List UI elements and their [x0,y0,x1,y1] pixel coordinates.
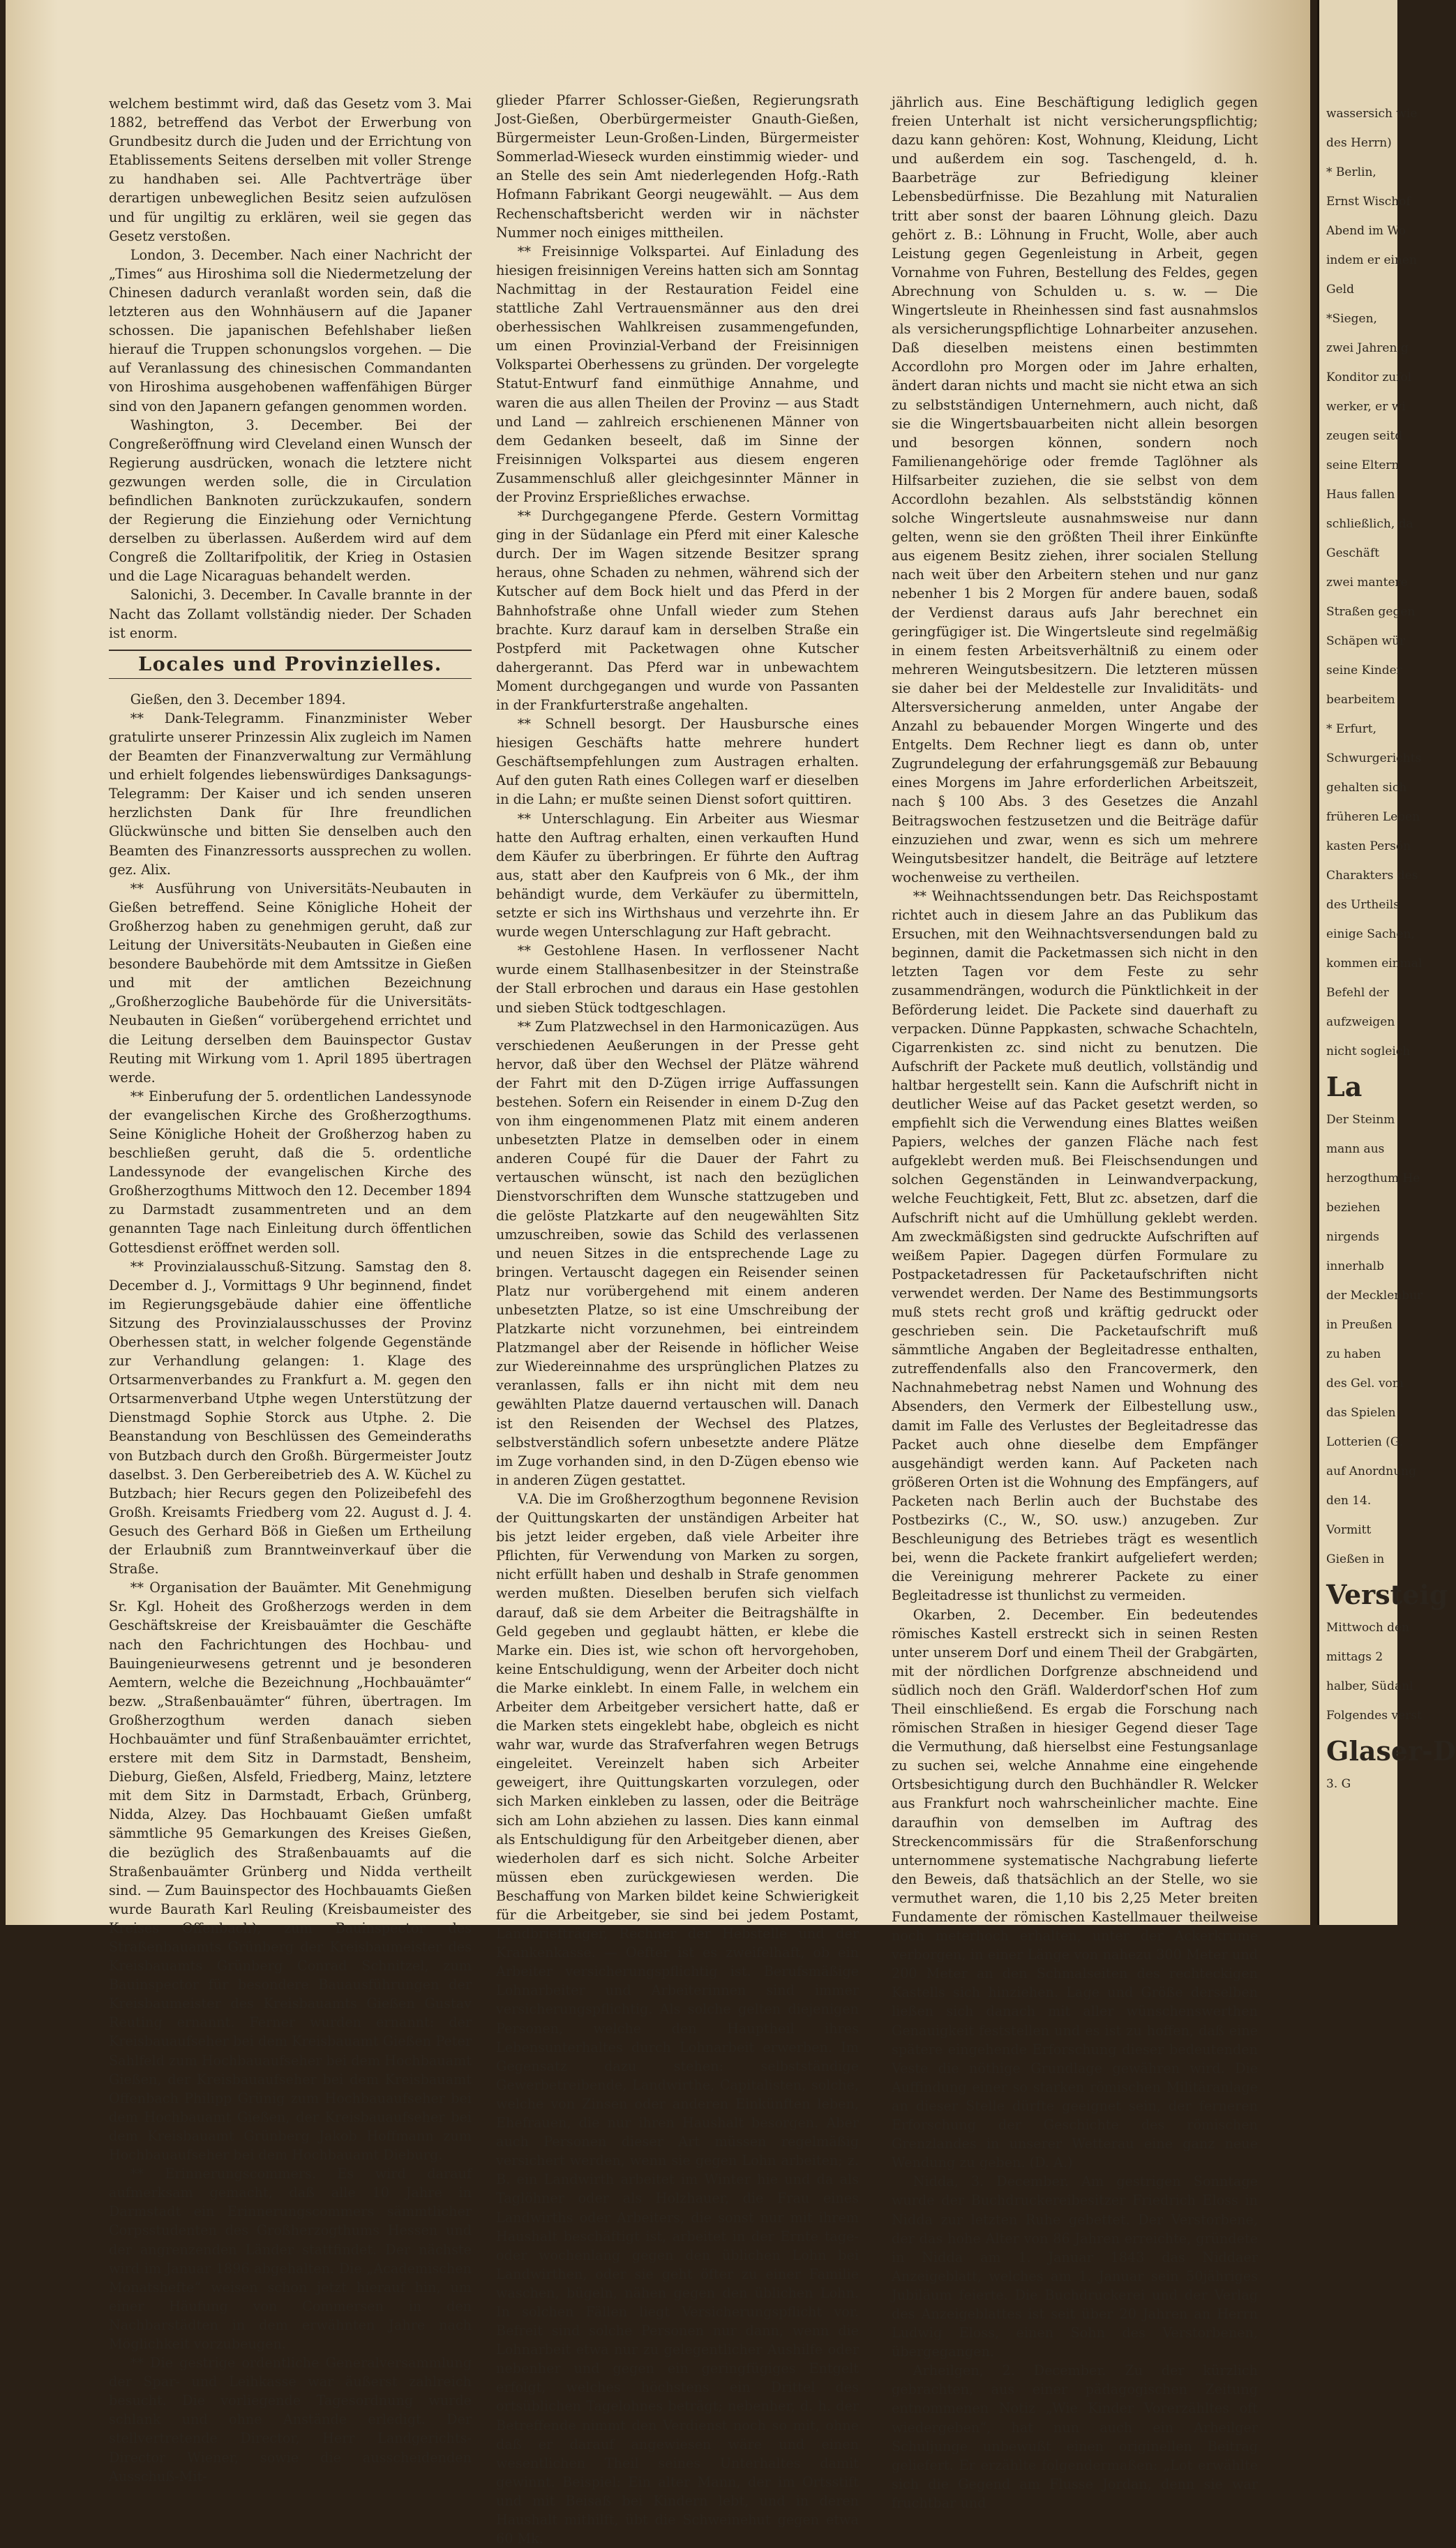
adjacent-page-line: Lotterien (G. [1326,1435,1404,1449]
adjacent-page-line: Geschäft [1326,546,1380,560]
adjacent-page-line: kasten Persön [1326,839,1411,853]
adjacent-page-line: Der Steinm [1326,1113,1395,1127]
adjacent-page-line: einige Sachen, [1326,927,1415,941]
adjacent-page-line: beziehen [1326,1201,1381,1215]
local-generalversammlung: ** Die gestrige ordentliche Generalversammlung der Spar- und Leihkasse war äußerst zahlreich besucht. Die vorliegende Tagesordnung wurde schlank und ohne Anstände erledigt. Der stellvertretende Director, Herr Landgerichts-Director Wiener, sowie die ausscheidenden Ausschuß-Mit- [109,2355,472,2485]
adjacent-page-line: auf Anordnung [1326,1464,1416,1478]
adjacent-page-line: Abend im Wo [1326,224,1406,238]
adjacent-page-line: innerhalb [1326,1259,1384,1273]
adjacent-page-line: den 14. [1326,1494,1372,1508]
news-london: London, 3. December. Nach einer Nachricht der „Times“ aus Hiroshima soll die Niedermetzelung der Chinesen dadurch veranlaßt worden sein, daß die letzteren aus den Wohnhäusern auf die Japaner schossen. Die japanischen Befehlshaber ließen hierauf die Truppen schonungslos vorgehen. — Die auf Veranlassung des chinesischen Commandanten von Hiroshima ausgehobenen waffenfähigen Bürger sind von den Japanern gefangen genommen worden. [109,246,472,414]
local-dank-telegramm: ** Dank-Telegramm. Finanzminister Weber gratulirte unserer Prinzessin Alix zugleich im Namen der Beamten der Finanzverwaltung zur Vermählung und erhielt folgendes liebenswürdiges Danksagungs-Telegramm: Der Kaiser und ich senden unseren herzlichsten Dank für Ihre freundlichen Glückwünsche und bitten Sie denselben auch den Beamten des Finanzressorts aussprechen zu wollen. gez. Alix. [109,710,472,878]
local-unterschlagung: ** Unterschlagung. Ein Arbeiter aus Wiesmar hatte den Auftrag erhalten, einen verkauften Hund dem Käufer zu überbringen. Er führte den Auftrag aus, statt aber den Kaufpreis von 6 Mk., der ihm behändigt wurde, dem Verkäufer zu übermitteln, setzte er sich ins Wirthshaus und verzehrte ihn. Er wurde wegen Unterschlagung zur Haft gebracht. [496,810,859,940]
adjacent-page-line: Vormitt [1326,1523,1372,1537]
adjacent-page-line: * Erfurt, [1326,722,1377,736]
adjacent-page-line: schließlich, da [1326,517,1413,531]
column-1 [109,94,472,2486]
adjacent-page-line: gehalten sich [1326,781,1407,795]
generalversammlung-continuation: glieder Pfarrer Schlosser-Gießen, Regierungsrath Jost-Gießen, Oberbürgermeister Gnauth-Gießen, Bürgermeister Leun-Großen-Linden, Bürgermeister Sommerlad-Wieseck wurden einstimmig wieder- und an Stelle des sein Amt niederlegenden Hofg.-Rath Hofmann Fabrikant Georgi neugewählt. — Aus dem Rechenschaftsbericht werden wir in nächster Nummer noch einiges mittheilen. [496,92,859,241]
adjacent-page-line: zeugen seitd [1326,429,1403,443]
adjacent-page-line: Geld [1326,283,1354,297]
quittungskarten-continuation: jährlich aus. Eine Beschäftigung lediglich gegen freien Unterhalt ist nicht versicherungspflichtig; dazu kann gehören: Kost, Wohnung, Kleidung, Licht und außerdem ein sog. Taschengeld, d. h. Baarbeträge zur Befriedigung kleiner Lebensbedürfnisse. Die Bezahlung mit Naturalien tritt aber sonst der baaren Löhnung gleich. Dazu gehört z. B.: Löhnung in Frucht, Wolle, aber auch Leistung gegen Gegenleistung in Arbeit, gegen Vornahme von Fuhren, Bestellung des Feldes, gegen Abrechnung von Schulden u. s. w. — Die Wingertsleute in Rheinhessen sind fast ausnahmslos als versicherungspflichtige Lohnarbeiter anzusehen. Daß dieselben meistens einen bestimmten Accordlohn pro Morgen oder im Jahre erhalten, ändert daran nichts und macht sie nicht etwa an sich zu selbstständigen Unternehmern, auch nicht, daß sie die Wingertsbauarbeiten nicht allein besorgen und besorgen können, sondern noch Familienangehörige oder fremde Taglöhner als Hilfsarbeiter zuziehen, die sie selbst von dem Accordlohn bezahlen. Als selbstständig können solche Wingertsleute ausnahmsweise nur dann gelten, wenn sie den größten Theil ihrer Einkünfte aus eigenem Besitz ziehen, ihrer socialen Stellung nach weit über den Arbeitern stehen und nur ganz nebenher 1 bis 2 Morgen für andere bauen, sodaß der Verdienst daraus aufs Jahr berechnet ein geringfügiger ist. Die Wingertsleute sind regelmäßig in einem festen Arbeitsverhältniß zu einem oder mehreren Weingutsbesitzern. Die letzteren müssen sie daher bei der Meldestelle zur Invaliditäts- und Altersversicherung anmelden, unter Angabe der Anzahl zu bebauender Morgen Wingerte und des Entgelts. Dem Rechner liegt es dann ob, unter Zugrundelegung der erfahrungsgemäß zur Bebauung eines Morgens im Jahre erforderlichen Arbeitszeit, nach § 100 Abs. 3 des Gesetzes die Anzahl Beitragswochen festzusetzen und die Beiträge dafür einzuziehen und zwar, wenn es sich um mehrere Weingutsbesitzer handelt, die Beiträge auf letztere wochenweise zu vertheilen. [892,94,1258,885]
local-platzwechsel: ** Zum Platzwechsel in den Harmonicazügen. Aus verschiedenen Aeußerungen in der Presse geht hervor, daß über den Wechsel der Plätze während der Fahrt mit den D-Zügen irrige Auffassungen bestehen. Sofern ein Reisender in einem D-Zug den von ihm eingenommenen Platz mit einem anderen unbesetzten Platze in demselben oder in einem anderen Coupé für die Dauer der Fahrt zu vertauschen wünscht, ist nach den bezüglichen Dienstvorschriften dem Wunsche stattzugeben und die gelöste Platzkarte auf den neugewählten Sitz umzuschreiben, sowie das Schild des verlassenen und neuen Sitzes in die entsprechende Lage zu bringen. Vertauscht dagegen ein Reisender seinen Platz nur vorübergehend mit einem anderen unbesetzten Platze, so ist eine Umschreibung der Platzkarte nicht vorzunehmen, bei eintreindem Platzmangel aber der Reisende in höflicher Weise zur Wiedereinnahme des ursprünglichen Platzes zu veranlassen, falls er ihn nicht mit dem neu gewählten Platze dauernd vertauschen will. Danach ist den Reisenden der Wechsel des Platzes, selbstverständlich sofern unbesetzte andere Plätze im Zuge vorhanden sind, in den D-Zügen ebenso wie in anderen Zügen gestattet. [496,1018,859,1488]
newspaper-page [6,0,1310,2547]
local-durchgegangene-pferde: ** Durchgegangene Pferde. Gestern Vormittag ging in der Südanlage ein Pferd mit einer Kalesche durch. Der im Wagen sitzende Besitzer sprang heraus, ohne Schaden zu nehmen, während sich der Kutscher auf dem Bock hielt und das Pferd in der Bahnhofstraße ohne Unfall wieder zum Stehen brachte. Kurz darauf kam in derselben Straße ein Postpferd mit Packetwagen ohne Kutscher dahergerannt. Das Pferd war in unbewachtem Moment durchgegangen und wurde von Passanten in der Frankfurterstraße angehalten. [496,508,859,713]
adjacent-page-line: des Urtheils [1326,898,1399,912]
adjacent-page-line: bearbeitem [1326,693,1395,707]
adjacent-page-line: indem er einen [1326,253,1417,267]
local-quittungskarten: V.A. Die im Großherzogthum begonnene Revision der Quittungskarten der unständigen Arbeiter hat bis jetzt leider ergeben, daß viele Arbeiter ihre Pflichten, für Verwendung von Marken zu sorgen, nicht erfüllt haben und deshalb in Strafe genommen werden mußten. Dieselben berufen sich vielfach darauf, daß sie dem Arbeiter die Beitragshälfte in Geld gegeben und geglaubt hätten, er klebe die Marke ein. Dies ist, wie schon oft hervorgehoben, keine Entschuldigung, wenn der Arbeiter doch nicht die Marke einklebt. In einem Falle, in welchem ein Arbeiter dem Arbeitgeber versichert hatte, daß er die Marken stets eingeklebt habe, obgleich es nicht wahr war, wurde das Strafverfahren wegen Betrugs eingeleitet. Vereinzelt haben sich Arbeiter geweigert, ihre Quittungskarten vorzulegen, oder sich Marken einkleben zu lassen, oder die Beiträge sich am Lohn abziehen zu lassen. Dies kann einmal als Entschuldigung für den Arbeitgeber dienen, aber wiederholen darf es sich nicht. Solche Arbeiter müssen eben zurückgewiesen werden. Die Beschaffung von Marken bildet keine Schwierigkeit für die Arbeitgeber, sie sind bei jedem Postamt, Landbriefträger, Rechner der Hebstelle und der Krankenkasse. — Oefter ist es zweifelhaft, ob ein Arbeiter versicherungspflichtig ist. Berufsmäßige Lohnarbeiter und Arbeiterinnen sind immer versicherungspflichtig. Als solche gelten diejenigen Personen, welche den Hauptheil ihres Lebensunterhaltes durch Lohnarbeit erwerben. Im Gegensatz dazu stehen: selbstständige Gewerbetreibende, Landwirthe, Capitalisten, solche, welche von Zinsen oder anderen Einkünften leben, Ehefrauen, die nur ihren Haushalt besorgen. Aber auch Personen dieser Art müssen regelmäßig versichert werden, wenn sie gegen Lohn arbeiten; z. B. ein Landwirth arbeitet im Winter hie und da als Taglöhner oder als Holzhauer, die Frau eines Landwirths oder Arbeiters, die sonst nur mit ihrem Haushalt beschäftigt ist, arbeitet in der Ernte tage- oder wochenlang gegen den üblichen Lohn bei Landwirthen, oder sie geht öfter zu einer Familie waschen, bügeln, nähen gegen den üblichen Lohn. In solchen Fällen liegt Versicherungspflicht vor. Befreit sind solche Personen nur dann, wenn die Lohnarbeit etwa nur zu gelegentlicher Aushilfe oder nebenher und gegen ein geringfügiges Entgelt erfolgt, welches höchstens ein Drittel des ortsüblichen Tagelohnes beträgt; nebenher, d. h. der Betreffende nimmt den Verdienst noch so mit, ohne daß er darauf angewiesen wäre und einen wesentlichen Theil seines Unterhaltes damit gewinnt. Beispiel: Ein alter Mann, der im Ortsstift und mit Beisaß bei Kindern lebt, und in deren Haushalt mithilft, übt die Schweinehut gegen etwa 60 Mk. [496,1490,859,2547]
adjacent-page-line: der Mecklenbur [1326,1289,1423,1303]
article-continuation: welchem bestimmt wird, daß das Gesetz vom 3. Mai 1882, betreffend das Verbot der Erwerbung von Grundbesitz durch die Juden und der Errichtung von Etablissements Seitens derselben mit voller Strenge zu handhaben sei. Alle Pachtverträge über derartigen unbeweglichen Besitz seien aufzulösen und für ungiltig zu erklären, weil sie gegen das Gesetz verstoßen. [109,96,472,244]
adjacent-page-line: Mittwoch den [1326,1621,1410,1635]
adjacent-page-line: des Gel. vom [1326,1377,1404,1391]
local-provinzialausschuss: ** Provinzialausschuß-Sitzung. Samstag den 8. December d. J., Vormittags 9 Uhr beginnend, findet im Regierungsgebäude dahier eine öffentliche Sitzung des Provinzialausschusses der Provinz Oberhessen statt, in welcher folgende Gegenstände zur Verhandlung gelangen: 1. Klage des Ortsarmenverbandes zu Frankfurt a. M. gegen den Ortsarmenverband Utphe wegen Unterstützung der Dienstmagd Sophie Storck aus Utphe. 2. Die Beanstandung von Beschlüssen des Gemeinderaths von Butzbach durch den Großh. Bürgermeister Joutz daselbst. 3. Den Gerbereibetrieb des A. W. Küchel zu Butzbach; hier Recurs gegen den Polizeibefehl des Großh. Kreisamts Friedberg vom 22. August d. J. 4. Gesuch des Gerhard Böß in Gießen um Ertheilung der Erlaubniß zum Branntweinverkauf über die Straße. [109,1258,472,1577]
news-washington: Washington, 3. December. Bei der Congreßeröffnung wird Cleveland einen Wunsch der Regierung ausdrücken, wonach die letztere nicht gezwungen werden solle, die in Circulation befindlichen Banknoten zurückzukaufen, sondern der Regierung die Einziehung oder Vernichtung derselben zu überlassen. Außerdem wird auf dem Congreß die Zolltarifpolitik, der Krieg in Ostasien und die Lage Nicaraguas behandelt werden. [109,417,472,585]
local-gestohlene-hasen: ** Gestohlene Hasen. In verflossener Nacht wurde einem Stallhasenbesitzer in der Steinstraße der Stall erbrochen und daraus ein Hase gestohlen und sieben Stück todtgeschlagen. [496,943,859,1016]
adjacent-page-line: Gießen in [1326,1552,1385,1566]
adjacent-page-line: mittags 2 [1326,1650,1383,1664]
adjacent-page-line: Folgendes verst [1326,1709,1422,1723]
news-salonichi: Salonichi, 3. December. In Cavalle brannte in der Nacht das Zollamt vollständig nieder. Der Schaden ist enorm. [109,587,472,641]
adjacent-page-line: zu haben [1326,1347,1381,1361]
adjacent-page-line: kommen einmal [1326,957,1423,971]
adjacent-page-edge [1317,0,1456,1925]
local-universitaets-neubauten: ** Ausführung von Universitäts-Neubauten in Gießen betreffend. Seine Königliche Hoheit der Großherzog haben zu genehmigen geruht, daß zur Leitung der Universitäts-Neubauten in Gießen eine besondere Baubehörde mit dem Amtssitze in Gießen und mit der amtlichen Bezeichnung „Großherzogliche Baubehörde für die Universitäts-Neubauten in Gießen“ vorübergehend errichtet und die Leitung derselben dem Bauinspector Gustav Reuting mit Wirkung vom 1. April 1895 übertragen werde. [109,880,472,1086]
local-freisinnige-volkspartei: ** Freisinnige Volkspartei. Auf Einladung des hiesigen freisinnigen Vereins hatten sich am Sonntag Nachmittag in der Restauration Feidel eine stattliche Zahl Vertrauensmänner aus den drei oberhessischen Wahlkreisen zusammengefunden, um einen Provinzial-Verband der Freisinnigen Volkspartei Oberhessens zu gründen. Der vorgelegte Statut-Entwurf fand einmüthige Annahme, und waren die aus allen Theilen der Provinz — aus Stadt und Land — zahlreich erschienenen Männer von dem Gedanken beseelt, daß im Sinne der Freisinnigen Volkspartei aus diesem engeren Zusammenschluß aller gleichgesinnter Männer in der Provinz Ersprießliches erwachse. [496,243,859,505]
local-nidda: Nidda, 3. December. Am gestrigen Sonntage wurde der Buchdruckereibesitzer Friedrich Eloss in Nidda zur letzten Ruhe gebettet. Der Verstorbene, der das hohe Alter von 86 Jahren erreichte, gründete in Nidda am 1. Januar 1843 das Niddaer Anzeigeblatt, welches am 1. Januar sein 50jähriges Jubiläum feierte. Die Buchdruckerei und der Verlag des Anzeigeblattes ist seit über 20 Jahren an Herrn Ludwig Eloss, einen Sohn des Verstorbenen, übergegangen. [892,2173,1258,2360]
adjacent-page-line: Straßen gegen [1326,605,1416,619]
adjacent-page-line: in Preußen [1326,1318,1393,1332]
local-schnell-besorgt: ** Schnell besorgt. Der Hausbursche eines hiesigen Geschäfts hatte mehrere hundert Geschäftsempfehlungen zum Austragen erhalten. Auf den guten Rath eines Collegen warf er dieselben in die Lahn; er mußte seinen Dienst sofort quittiren. [496,716,859,808]
adjacent-page-line: Charakters des [1326,869,1418,883]
dateline: Gießen, den 3. December 1894. [130,691,346,707]
section-heading: Locales und Provinzielles. [138,653,442,675]
adjacent-page-line: Glaser-D [1326,1735,1456,1767]
section-divider-thin [109,678,472,679]
adjacent-page-line: zwei Jahren g [1326,341,1409,355]
adjacent-page-line: wassersich wie [1326,107,1418,121]
adjacent-page-line: Befehl der [1326,986,1389,1000]
adjacent-page-line: seine Eltern [1326,458,1399,472]
adjacent-page-line: Konditor zufol [1326,370,1412,384]
adjacent-page-line: des Herrn) [1326,136,1392,150]
adjacent-page-line: nirgends [1326,1230,1380,1244]
column-3 [892,93,1258,2512]
adjacent-page-line: mann aus [1326,1142,1385,1156]
adjacent-page-line: Schwurgerichts [1326,751,1422,765]
local-arheilgen: Arheilgen, 2. December. Zu der kürzlich gebrachten, aus einer pädagogischen Zeitung entnommenen Notiz „Wie Kinder Vorerzähltes oft wiedergeben“, hat nun auch ein Arheilger Schuljunge unbewußt einen originellen Beitrag geliefert. Er erzählte folgendermaßen: „Lot erwählte sich die Gegend am Flusse Jordan, denn sie war fruchtbar und [892,2362,1258,2511]
adjacent-page-line: La [1326,1071,1363,1102]
adjacent-page-line: nicht sogleich [1326,1044,1411,1058]
adjacent-page-line: Schäpen wür [1326,634,1406,648]
adjacent-page-line: herzogthum He [1326,1171,1420,1185]
local-bauaemter: ** Organisation der Bauämter. Mit Genehmigung Sr. Kgl. Hoheit des Großherzogs werden in dem Geschäftskreise der Kreisbauämter die Geschäfte nach den Fachrichtungen des Hochbau- und Bauingenieurwesens getrennt und je besonderen Aemtern, welche die Bezeichnung „Hochbauämter“ bezw. „Straßenbauämter“ führen, übertragen. Im Großherzogthum werden danach sieben Hochbauämter und fünf Straßenbauämter errichtet, erstere mit dem Sitz in Darmstadt, Bensheim, Dieburg, Gießen, Alsfeld, Friedberg, Mainz, letztere mit dem Sitz in Darmstadt, Erbach, Grünberg, Nidda, Alzey. Das Hochbauamt Gießen umfaßt sämmtliche 95 Gemarkungen des Kreises Gießen, die bezüglich des Straßenbauamts auf die Straßenbauämter Grünberg und Nidda vertheilt sind. — Zum Bauinspector des Hochbauamts Gießen wurde Baurath Karl Reuling (Kreisbaumeister des Kreises Offenbach), zum Bauinspector des Straßenbauamts Grünberg der Kreisbaumeister des Kreisbauamts Grünberg Conrad Schnitzel, zum Bauinspector für besondere Bauausführungen der Kreisbaumeister des Kreisbauamts Gießen Gustav Reuting ernannt. Ferner wurden ernannt: der Kreisbauaufseher bei dem Kreisbauamt Gießen Peter Sahlfeld zum Hochbauaufseher bei dem Hochbauamt Gießen, der Kreisbauaufseher bei dem Kreisbauamt Offenbach Philipp Grünig zum Hochbauaufseher bei dem Hochbauamt Gießen, der Kreisbauaufseher bei dem Kreisbauamt Grünberg Jakob Hoffmann zum Hochbauaufseher bei dem Hochbauamt Dieburg. [109,1580,472,2164]
adjacent-page-line: aufzweigen [1326,1015,1395,1029]
adjacent-page-line: 3. G [1326,1777,1351,1791]
local-okarben: Okarben, 2. December. Ein bedeutendes römisches Kastell erstreckt sich in seinen Resten unter unserem Dorf und einem Theil der Grabgärten, mit der nördlichen Dorfgrenze abschneidend und südlich noch den Gräfl. Walderdorf'schen Hof zum Theil einschließend. Es ergab die Forschung nach römischen Straßen in hiesiger Gegend dieser Tage die Vermuthung, daß hierselbst eine Festungsanlage zu suchen sei, welche Annahme eine eingehende Ortsbesichtigung durch den Buchhändler R. Welcker aus Frankfurt noch wahrscheinlicher machte. Eine daraufhin von demselben im Auftrag des Streckencommissärs für die Straßenforschung unternommene systematische Nachgrabung lieferte den Beweis, daß thatsächlich an der Stelle, wo sie vermuthet waren, die 1,10 bis 2,25 Meter breiten Fundamente der römischen Kastellmauer theilweise noch meterhoch erhalten, unter der Ackerkrume verborgen, in einer Länge von nahezu 300 Meter und 200 Meter an den Schmalseiten des rechteckigen Kastells sich hinziehen. Lage und Größe derselben ließen sich danach mit aller wünschenswerthen Genauigkeit feststellen und es ist zu hoffen, daß eine spätere eingehende Erforschung dieser bedeutenden Veste die nöthige Grundlage gewähren wird. Die Auffindung einer so starken römischen Militäranlage an dieser Stelle dürfte geeignet sein, der ferneren Erforschung der Geschichte des römischen Grenzlandes in unserer Wetterau eine ganz neue Wendung zu geben. (D. A.) [892,1606,1258,2171]
adjacent-page-line: Haus fallen [1326,488,1395,502]
local-weihnachtssendungen: ** Weihnachtssendungen betr. Das Reichspostamt richtet auch in diesem Jahre an das Publikum das Ersuchen, mit den Weihnachtsversendungen bald zu beginnen, damit die Packetmassen sich nicht in den letzten Tagen vor dem Feste zu sehr zusammendrängen, wodurch die Pünktlichkeit in der Beförderung leidet. Die Packete sind dauerhaft zu verpacken. Dünne Pappkasten, schwache Schachteln, Cigarrenkisten zc. sind nicht zu benutzen. Die Aufschrift der Packete muß deutlich, vollständig und haltbar hergestellt sein. Kann die Aufschrift nicht in deutlicher Weise auf das Packet gesetzt werden, so empfiehlt sich die Verwendung eines Blattes weißen Papiers, welches der ganzen Fläche nach fest aufgeklebt werden muß. Bei Fleischsendungen und solchen Gegenständen in Leinwandverpackung, welche Feuchtigkeit, Fett, Blut zc. absetzen, darf die Aufschrift nicht auf die Umhüllung geklebt werden. Am zweckmäßigsten sind gedruckte Aufschriften auf weißem Papier. Dagegen dürfen Formulare zu Postpacketadressen für Packetaufschriften nicht verwendet werden. Der Name des Bestimmungsorts muß stets recht groß und kräftig gedruckt oder geschrieben sein. Die Packetaufschrift muß sämmtliche Angaben der Begleitadresse enthalten, zutreffendenfalls also den Francovermerk, den Nachnahmebetrag nebst Namen und Wohnung des Absenders, den Vermerk der Eilbestellung usw., damit im Falle des Verlustes der Begleitadresse das Packet auch ohne dieselbe dem Empfänger ausgehändigt werden kann. Auf Packeten nach größeren Orten ist die Wohnung des Empfängers, auf Packeten nach Berlin auch der Buchstabe des Postbezirks (C., W., SO. usw.) anzugeben. Zur Beschleunigung des Betriebes trägt es wesentlich bei, wenn die Packete frankirt aufgeliefert werden; die Vereinigung mehrerer Packete zu einer Begleitadresse ist thunlichst zu vermeiden. [892,887,1258,1604]
adjacent-page-line: werker, er wi [1326,400,1406,414]
adjacent-page-line: *Siegen, [1326,312,1377,326]
adjacent-page-line: das Spielen [1326,1406,1396,1420]
adjacent-page-line: halber, Südanl [1326,1679,1413,1693]
adjacent-page-line: Versteig [1326,1579,1448,1610]
adjacent-page-line: Ernst Wischof [1326,195,1411,209]
local-landessynode: ** Einberufung der 5. ordentlichen Landessynode der evangelischen Kirche des Großherzogthums. Seine Königliche Hoheit der Großherzog haben zu beschließen geruht, daß die 5. ordentliche Landessynode der evangelischen Kirche des Großherzogthums Mittwoch den 12. December 1894 zu Darmstadt zusammentreten und an dem genannten Tage nach Einleitung durch öffentlichen Gottesdienst eröffnet werden soll. [109,1088,472,1256]
section-divider [109,650,472,651]
adjacent-page-line: früheren Leben [1326,810,1420,824]
adjacent-page-line: zwei mantere [1326,576,1408,590]
adjacent-page-line: seine Kinder [1326,664,1402,677]
local-erinnerungscommers: ** Erinnerungscommers. Es wird darauf aufmerksam gemacht, daß alle 10 Jahre in Darmstadt ein Erinnerungscommers sämmtlicher Corpsstudenten des Großherzogthums Hessen und der angrenzenden Länder stattfindet. Der nächste wird im Januar 1896 abgehalten. Die „Academischen Monatshefte“ weisen schon jetzt hierauf hin, um einer Häufung von Commersen in den Nachbarstädten in dem erwähnten Jahre nach Möglichkeit vorzubeugen. [109,2166,472,2352]
column-2 [496,91,859,2548]
adjacent-page-line: * Berlin, [1326,165,1376,179]
